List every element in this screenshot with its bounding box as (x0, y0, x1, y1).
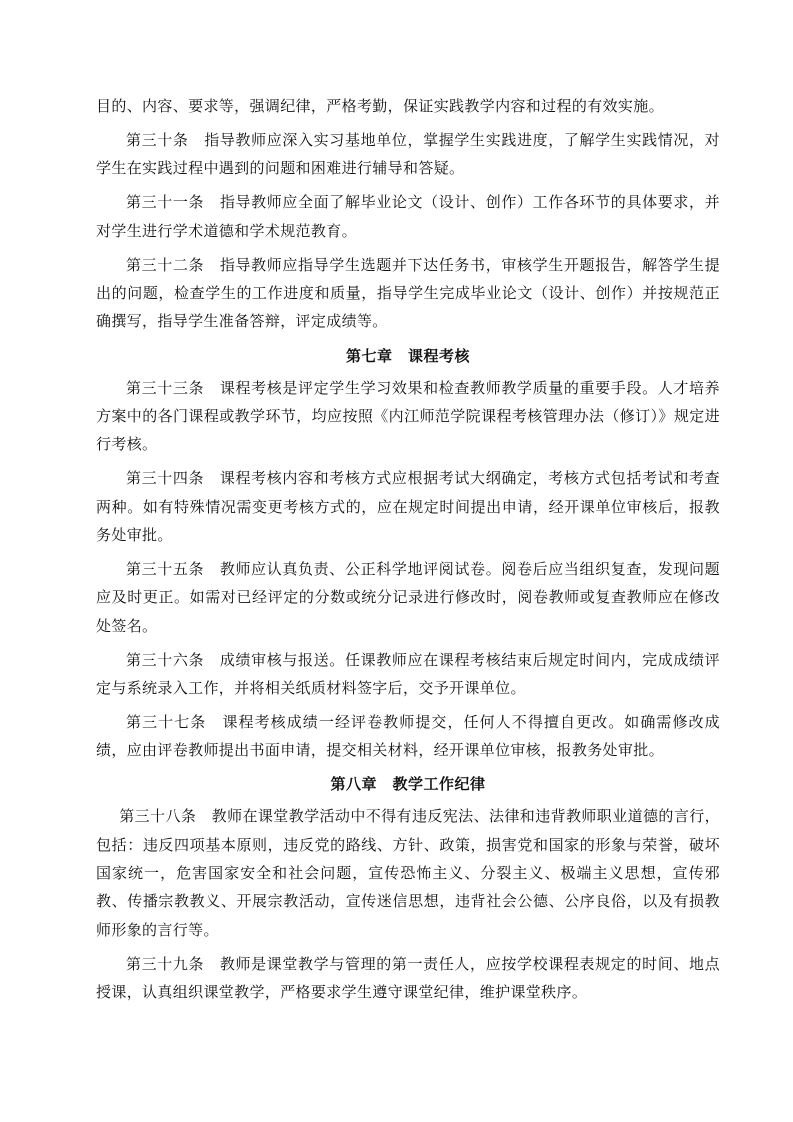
article-31: 第三十一条 指导教师应全面了解毕业论文（设计、创作）工作各环节的具体要求，并对学生进行学术道德和学术规范教育。 (96, 193, 720, 240)
article-30: 第三十条 指导教师应深入实习基地单位，掌握学生实践进度，了解学生实践情况，对学生在实践过程中遇到的问题和困难进行辅导和答疑。 (96, 131, 720, 178)
article-35: 第三十五条 教师应认真负责、公正科学地评阅试卷。阅卷后应当组织复查，发现问题应及时更正。如需对已经评定的分数或统分记录进行修改时，阅卷教师或复查教师应在修改处签名。 (96, 559, 720, 635)
article-36: 第三十六条 成绩审核与报送。任课教师应在课程考核结束后规定时间内，完成成绩评定与系统录入工作，并将相关纸质材料签字后，交予开课单位。 (96, 650, 720, 697)
article-33: 第三十三条 课程考核是评定学生学习效果和检查教师教学质量的重要手段。人才培养方案中的各门课程或教学环节，均应按照《内江师范学院课程考核管理办法（修订）》规定进行考核。 (96, 378, 720, 454)
document-page (96, 92, 720, 1012)
article-34: 第三十四条 课程考核内容和考核方式应根据考试大纲确定，考核方式包括考试和考查两种。如有特殊情况需变更考核方式的，应在规定时间提出申请，经开课单位审核后，报教务处审批。 (96, 469, 720, 544)
article-39: 第三十九条 教师是课堂教学与管理的第一责任人，应按学校课程表规定的时间、地点授课，认真组织课堂教学，严格要求学生遵守课堂纪律，维护课堂秩序。 (96, 954, 720, 1001)
article-37: 第三十七条 课程考核成绩一经评卷教师提交，任何人不得擅自更改。如确需修改成绩，应由评卷教师提出书面申请，提交相关材料，经开课单位审核，报教务处审批。 (96, 713, 720, 760)
article-32: 第三十二条 指导教师应指导学生选题并下达任务书，审核学生开题报告，解答学生提出的问题，检查学生的工作进度和质量，指导学生完成毕业论文（设计、创作）并按规范正确撰写，指导学生准备答辩，评定成绩等。 (96, 255, 720, 331)
paragraph-continuation: 目的、内容、要求等，强调纪律，严格考勤，保证实践教学内容和过程的有效实施。 (96, 97, 664, 115)
chapter-7-heading: 第七章 课程考核 (345, 346, 470, 365)
chapter-8-heading: 第八章 教学工作纪律 (330, 775, 486, 794)
article-38: 第三十八条 教师在课堂教学活动中不得有违反宪法、法律和违背教师职业道德的言行，包括：违反四项基本原则，违反党的路线、方针、政策，损害党和国家的形象与荣誉，破坏国家统一，危害国家安全和社会问题，宣传恐怖主义、分裂主义、极端主义思想，宣传邪教、传播宗教教义、开展宗教活动，宣传迷信思想，违背社会公德、公序良俗，以及有损教师形象的言行等。 (96, 807, 720, 939)
